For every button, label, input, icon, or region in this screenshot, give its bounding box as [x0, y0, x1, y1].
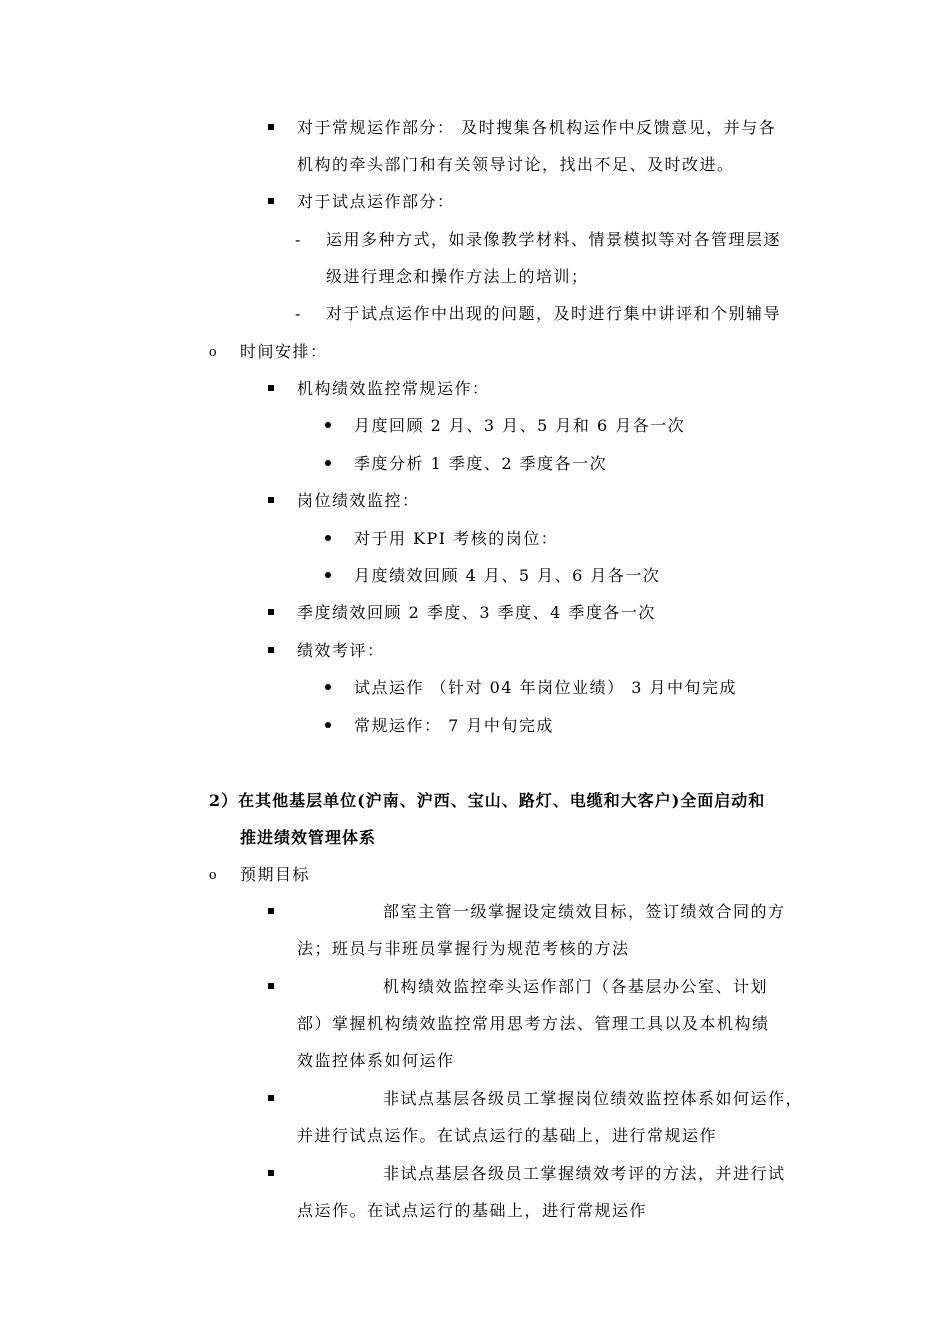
expected-goals-heading: 预期目标 [240, 865, 311, 884]
position-monitor-item: 岗位绩效监控： [297, 491, 420, 510]
dash-bullet-icon: - [295, 230, 301, 249]
dash-item-training-line1: 运用多种方式，如录像教学材料、情景模拟等对各管理层逐 [326, 230, 782, 249]
monthly-review-item: 月度回顾 2 月、3 月、5 月和 6 月各一次 [354, 416, 686, 435]
square-bullet-icon [268, 385, 274, 391]
square-bullet-icon [268, 908, 274, 914]
round-bullet-icon [325, 572, 331, 578]
goal-1-line2: 法；班员与非班员掌握行为规范考核的方法 [297, 939, 630, 958]
dash-item-problems: 对于试点运作中出现的问题，及时进行集中讲评和个别辅导 [326, 304, 782, 323]
square-bullet-icon [268, 983, 274, 989]
round-bullet-icon [325, 684, 331, 690]
dash-bullet-icon: - [295, 304, 301, 323]
goal-2-line3: 效监控体系如何运作 [297, 1051, 455, 1070]
kpi-position-item: 对于用 KPI 考核的岗位： [354, 529, 559, 548]
time-schedule-heading: 时间安排： [240, 342, 328, 361]
bullet-regular-ops-line2: 机构的牵头部门和有关领导讨论，找出不足、及时改进。 [297, 155, 735, 174]
performance-appraisal-item: 绩效考评： [297, 641, 385, 660]
section-2-heading-line1: 2）在其他基层单位(沪南、沪西、宝山、路灯、电缆和大客户)全面启动和 [209, 791, 766, 810]
round-bullet-icon [325, 722, 331, 728]
section-2-heading-line2: 推进绩效管理体系 [240, 828, 377, 847]
square-bullet-icon [268, 609, 274, 615]
square-bullet-icon [268, 198, 274, 204]
goal-4-line1: 非试点基层各级员工掌握绩效考评的方法，并进行试 [383, 1164, 786, 1183]
goal-2-line2: 部）掌握机构绩效监控常用思考方法、管理工具以及本机构绩 [297, 1014, 770, 1033]
regular-appraisal-item: 常规运作： 7 月中旬完成 [354, 716, 554, 735]
pilot-appraisal-item: 试点运作 （针对 04 年岗位业绩） 3 月中旬完成 [354, 678, 737, 697]
bullet-regular-ops-line1: 对于常规运作部分： 及时搜集各机构运作中反馈意见，并与各 [297, 118, 777, 137]
org-monitor-item: 机构绩效监控常规运作： [297, 379, 490, 398]
monthly-performance-review-item: 月度绩效回顾 4 月、5 月、6 月各一次 [354, 566, 661, 585]
circle-bullet-icon: o [209, 344, 217, 360]
round-bullet-icon [325, 422, 331, 428]
bullet-pilot-ops: 对于试点运作部分： [297, 192, 455, 211]
quarterly-performance-review-item: 季度绩效回顾 2 季度、3 季度、4 季度各一次 [297, 603, 656, 622]
square-bullet-icon [268, 124, 274, 130]
square-bullet-icon [268, 497, 274, 503]
square-bullet-icon [268, 647, 274, 653]
round-bullet-icon [325, 535, 331, 541]
circle-bullet-icon: o [209, 867, 217, 883]
goal-3-line2: 并进行试点运作。在试点运行的基础上，进行常规运作 [297, 1126, 718, 1145]
square-bullet-icon [268, 1170, 274, 1176]
quarterly-analysis-item: 季度分析 1 季度、2 季度各一次 [354, 454, 608, 473]
round-bullet-icon [325, 460, 331, 466]
goal-2-line1: 机构绩效监控牵头运作部门（各基层办公室、计划 [383, 977, 769, 996]
goal-3-line1: 非试点基层各级员工掌握岗位绩效监控体系如何运作， [383, 1089, 804, 1108]
goal-1-line1: 部室主管一级掌握设定绩效目标，签订绩效合同的方 [383, 902, 786, 921]
goal-4-line2: 点运作。在试点运行的基础上，进行常规运作 [297, 1201, 648, 1220]
square-bullet-icon [268, 1095, 274, 1101]
dash-item-training-line2: 级进行理念和操作方法上的培训； [326, 267, 589, 286]
